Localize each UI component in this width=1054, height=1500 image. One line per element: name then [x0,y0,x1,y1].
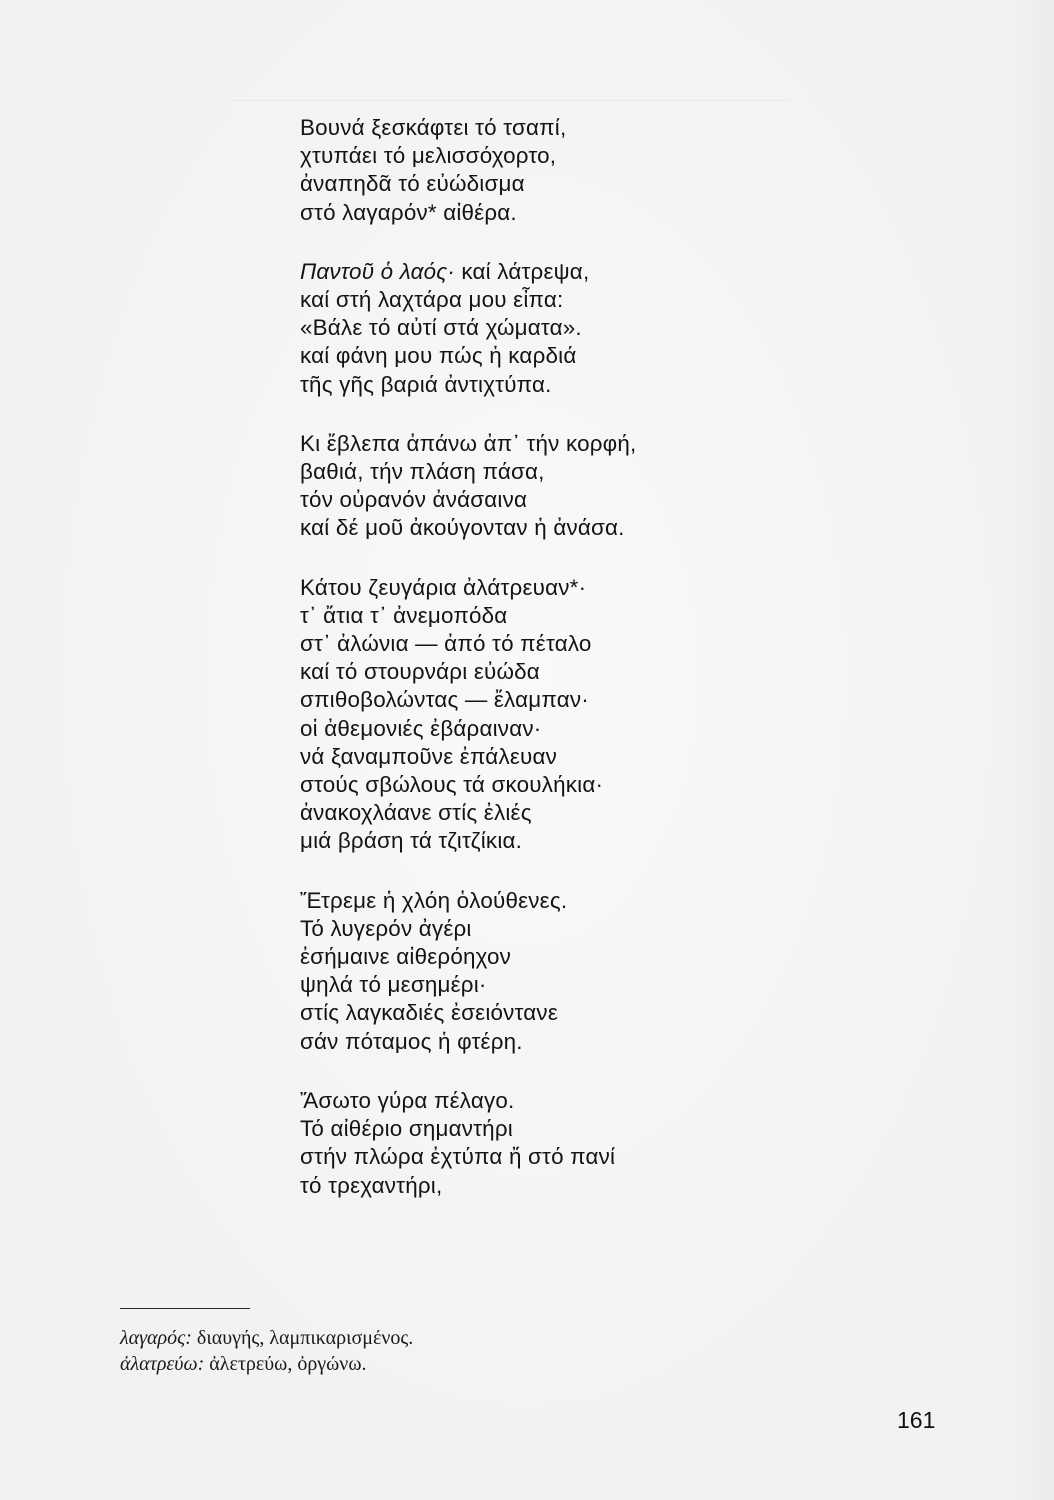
footnote-divider [120,1308,250,1309]
poem-line: καί στή λαχτάρα μου εἶπα: [300,287,564,313]
footnote-definition: διαυγής, λαμπικαρισμένος. [191,1327,414,1349]
footnotes [120,1325,413,1377]
page-number: 161 [897,1407,936,1433]
poem-line: Κάτου ζευγάρια ἀλάτρευαν*· [300,574,587,600]
poem-line: ἀναπηδᾶ τό εὐώδισμα [300,171,525,197]
poem-line: ἐσήμαινε αἰθερόηχον [300,944,512,970]
poem-line: τῆς γῆς βαριά ἀντιχτύπα. [300,371,552,397]
poem-line: σάν πόταμος ἡ φτέρη. [300,1028,523,1054]
stanza-6 [300,1087,820,1200]
poem-line: καί δέ μοῦ ἀκούγονταν ἡ ἀνάσα. [300,515,625,541]
poem-line-rest: καί λάτρεψα, [454,258,590,284]
poem-line: στό λαγαρόν* αἰθέρα. [300,199,517,225]
poem-line: Ἔτρεμε ἡ χλόη ὁλούθενες. [300,887,568,913]
poem-line: χτυπάει τό μελισσόχορτο, [300,143,557,169]
poem-line: Τό αἰθέριο σημαντήρι [300,1116,513,1142]
stanza-4 [300,574,820,856]
italic-phrase: Παντοῦ ὁ λαός· [300,258,455,284]
poem-line [300,258,820,286]
footnote-definition: ἀλετρεύω, ὀργώνω. [204,1353,367,1375]
poem-line: Τό λυγερόν ἀγέρι [300,915,472,941]
poem-line: νά ξαναμποῦνε ἐπάλευαν [300,743,558,769]
poem-line: Ἄσωτο γύρα πέλαγο. [300,1087,515,1113]
poem-line: ἀνακοχλάανε στίς ἐλιές [300,800,532,826]
poem-line: μιά βράση τά τζιτζίκια. [300,828,523,854]
poem-line: Κι ἔβλεπα ἀπάνω ἀπ᾽ τήν κορφή, [300,430,637,456]
poem-line: σπιθοβολώντας — ἔλαμπαν· [300,687,589,713]
footnote-term: ἀλατρεύω: [120,1353,205,1375]
page-edge-shadow [1014,0,1054,1500]
poem-line: τό τρεχαντήρι, [300,1172,443,1198]
footnote-term: λαγαρός: [120,1327,192,1349]
footnote [120,1351,413,1377]
stanza-2 [300,258,820,399]
poem [300,114,820,1231]
poem-line: Βουνά ξεσκάφτει τό τσαπί, [300,115,567,140]
poem-line: οἱ ἀθεμονιές ἐβάραιναν· [300,715,542,741]
stanza-1 [300,114,820,227]
poem-line: στούς σβώλους τά σκουλήκια· [300,772,604,798]
stanza-5 [300,887,820,1056]
poem-line: τόν οὐρανόν ἀνάσαινα [300,487,528,513]
footnote [120,1325,413,1351]
poem-line: τ᾽ ἄτια τ᾽ ἀνεμοπόδα [300,602,508,628]
poem-line: καί φάνη μου πώς ἡ καρδιά [300,343,577,369]
poem-line: ψηλά τό μεσημέρι· [300,972,487,998]
poem-line: στίς λαγκαδιές ἐσειόντανε [300,1000,558,1026]
poem-line: στήν πλώρα ἐχτύπα ἤ στό πανί [300,1144,616,1170]
poem-line: στ᾽ ἀλώνια — ἀπό τό πέταλο [300,631,592,657]
stanza-3 [300,430,820,543]
poem-line: καί τό στουρνάρι εὐώδα [300,659,540,685]
poem-line: βαθιά, τήν πλάση πάσα, [300,459,545,485]
poem-line: «Βάλε τό αὐτί στά χώματα». [300,315,582,341]
